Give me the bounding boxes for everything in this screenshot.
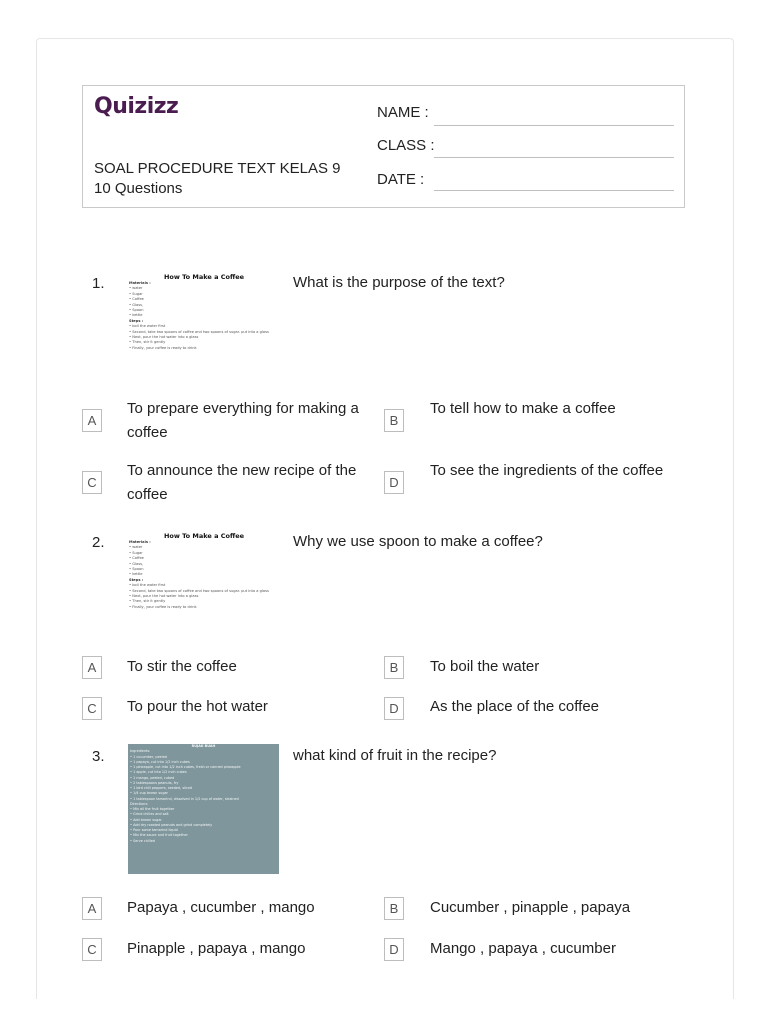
question-3-option-b-text: Cucumber , pinapple , papaya — [430, 899, 631, 916]
question-3-option-d-letter: D — [384, 938, 404, 961]
question-count: 10 Questions — [94, 180, 183, 197]
question-3-option-b-letter: B — [384, 897, 404, 920]
question-3-text: what kind of fruit in the recipe? — [293, 747, 497, 764]
question-2-option-c-letter: C — [82, 697, 102, 720]
question-1-option-c-text: To announce the new recipe of the coffee — [127, 462, 357, 503]
question-3-image-line: • 1 pineapple, cut into 1/2 inch cubes, fresh or canned pineapple — [130, 765, 241, 769]
question-1-image-line: • Coffee — [129, 297, 144, 302]
question-2-option-d-letter: D — [384, 697, 404, 720]
question-1-image — [128, 271, 280, 351]
question-3-image-line: • 1/4 cup brown sugar — [130, 791, 168, 796]
question-2-option-c-text: To pour the hot water — [127, 698, 268, 715]
question-2-image-line: • water — [129, 545, 143, 550]
question-3-image — [128, 744, 279, 874]
question-1-option-a-text: To prepare everything for making a coffee — [127, 400, 359, 441]
question-2-image-line: • Second, take two spoons of coffee and two spoons of sugar. put into a glass — [129, 588, 269, 593]
question-3-image-line: • Pour some tamarind liquid — [130, 828, 178, 832]
question-1-option-d-text: To see the ingredients of the coffee — [430, 462, 664, 479]
question-3-image-line: • 1 cucumber, peeled — [130, 754, 167, 759]
class-field-line — [434, 157, 674, 158]
question-2-image-line: Materials : — [129, 540, 151, 544]
question-3-image-line: • 2 tablespoons peanuts, fry — [130, 780, 179, 785]
question-3-image-line: • 1 apple, cut into 1/2 inch cubes — [130, 770, 187, 775]
question-2-image-line: • Coffee — [129, 556, 144, 561]
question-3-image-line: • 1 papaya, cut into 1/2 inch cubes — [130, 759, 190, 764]
question-2-image-line: • kettle — [129, 572, 143, 577]
question-3-option-a-text: Papaya , cucumber , mango — [127, 899, 315, 916]
question-1-image-line: • Next, pour the hot water into a glass — [129, 335, 199, 340]
question-1-image-line: • Sugar — [129, 291, 143, 296]
question-2-image-line: • boil the water first — [129, 583, 166, 588]
question-3-image-line: Ingredients: — [130, 749, 151, 754]
question-3-image-line: • 1 bird chili peppers, seeded, sliced — [130, 786, 193, 790]
question-1-image-line: • Second, take two spoons of coffee and two spoons of sugar. put into a glass — [129, 329, 269, 334]
date-label: DATE : — [377, 171, 425, 188]
question-1-option-a-letter: A — [82, 409, 102, 432]
question-3-option-c-letter: C — [82, 938, 102, 961]
class-label: CLASS : — [377, 137, 435, 154]
question-2-text: Why we use spoon to make a coffee? — [293, 533, 543, 550]
question-1-option-b-text: To tell how to make a coffee — [430, 400, 616, 417]
question-2-option-b-letter: B — [384, 656, 404, 679]
question-3-image-line: • Mix all the fruit together — [130, 807, 175, 811]
question-1-image-line: Steps : — [129, 318, 144, 323]
question-3-option-a-letter: A — [82, 897, 102, 920]
question-2-image-line: • Glass, — [129, 561, 144, 566]
quizizz-logo: Quizizz — [94, 94, 179, 119]
question-3-image-line: • 1 tablespoon tamarind, dissolved in 1/2 cup of water, strained — [130, 796, 239, 801]
question-2-option-a-letter: A — [82, 656, 102, 679]
question-3-image-line: • Add dry roasted peanuts and grind completely — [130, 822, 213, 827]
question-1-option-b-letter: B — [384, 409, 404, 432]
question-1-image-line: • water — [129, 286, 143, 291]
question-3-image-line: • Serve chilled — [130, 838, 155, 843]
question-1-image-line: • Then, stir it gently — [129, 340, 166, 345]
question-1-image-line: Materials : — [129, 281, 151, 285]
question-2-image-line: • Next, pour the hot water into a glass — [129, 594, 199, 599]
question-1-image-line: • kettle — [129, 313, 143, 318]
name-field-line — [434, 125, 674, 126]
question-1-image-line: • Spoon — [129, 308, 144, 313]
question-3-option-c-text: Pinapple , papaya , mango — [127, 940, 306, 957]
question-1-image-line: • Glass, — [129, 302, 144, 307]
question-3-option-d-text: Mango , papaya , cucumber — [430, 940, 616, 957]
question-1-number: 1. — [92, 275, 105, 292]
question-3-image-title: RUJAK BUAH — [191, 744, 216, 748]
name-label: NAME : — [377, 104, 429, 121]
question-1-text: What is the purpose of the text? — [293, 274, 505, 291]
question-2-option-d-text: As the place of the coffee — [430, 698, 600, 715]
quiz-title: SOAL PROCEDURE TEXT KELAS 9 — [94, 160, 341, 177]
question-2-image-line: • Then, stir it gently — [129, 599, 166, 604]
question-2-image — [128, 530, 280, 610]
question-1-image-line: • boil the water first — [129, 324, 166, 329]
question-2-image-title: How To Make a Coffee — [163, 532, 245, 540]
question-2-image-line: Steps : — [129, 577, 144, 582]
question-3-image-line: • Mix the sauce and fruit together — [130, 833, 188, 838]
question-2-option-b-text: To boil the water — [430, 658, 540, 675]
question-3-image-line: Directions: — [130, 801, 149, 806]
question-2-option-a-text: To stir the coffee — [127, 658, 237, 675]
question-3-image-line: • Add brown sugar — [130, 817, 162, 822]
question-3-image-line: • Grind chilies and salt — [130, 812, 169, 817]
question-2-image-line: • Finally, your coffee is ready to drink — [129, 604, 197, 609]
question-1-option-c-letter: C — [82, 471, 102, 494]
question-2-image-line: • Spoon — [129, 567, 144, 572]
question-1-image-title: How To Make a Coffee — [163, 273, 245, 281]
question-1-option-d-letter: D — [384, 471, 404, 494]
question-3-image-line: • 1 mango, peeled, cubed — [130, 775, 175, 780]
date-field-line — [434, 190, 674, 191]
question-1-image-line: • Finally, your coffee is ready to drink — [129, 345, 197, 350]
question-2-number: 2. — [92, 534, 105, 551]
question-3-number: 3. — [92, 748, 105, 765]
question-2-image-line: • Sugar — [129, 550, 143, 555]
